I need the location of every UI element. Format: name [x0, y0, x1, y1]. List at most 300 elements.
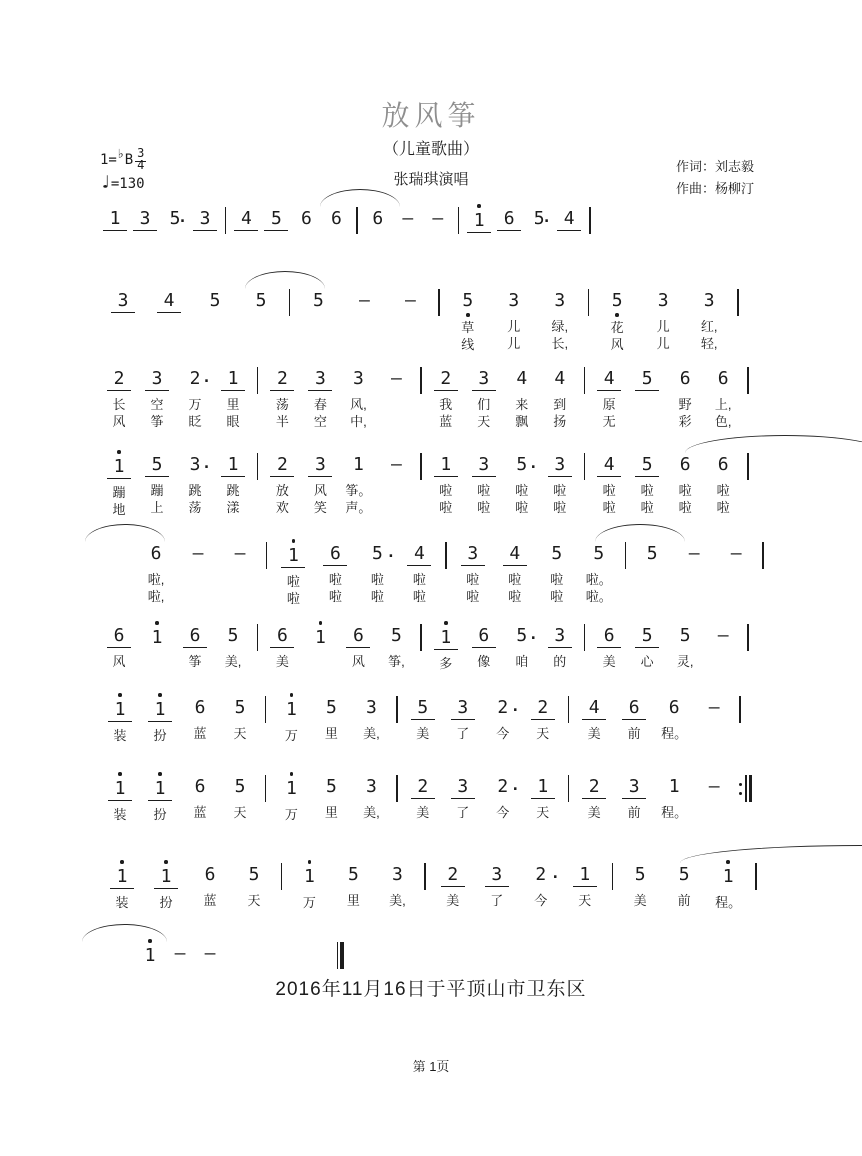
- lyric-line1: [715, 571, 757, 588]
- lyric-line1: 天: [233, 805, 247, 820]
- note-row: [704, 368, 742, 390]
- lyric-line1: 儿: [507, 319, 521, 334]
- lyric-line2: 啦: [439, 500, 453, 515]
- measure: [263, 619, 415, 672]
- note-digit: 1: [531, 776, 555, 799]
- note-digit: 5: [227, 625, 239, 646]
- note: [403, 691, 443, 742]
- note: [640, 284, 686, 353]
- note-digit: 1: [103, 208, 127, 231]
- slur-arc: [320, 189, 400, 207]
- note: [311, 691, 351, 744]
- lyric-line1: 长: [112, 397, 126, 412]
- lyric-line1: 今: [496, 805, 510, 820]
- note: [339, 362, 377, 430]
- rest-dash: [694, 770, 734, 821]
- lyric-line1: 到: [553, 397, 567, 412]
- lyric-line2: 啦: [515, 500, 529, 515]
- note-digit: 3: [133, 208, 157, 231]
- note-digit: 5: [145, 454, 169, 477]
- note-digit: 1: [467, 210, 491, 233]
- lyric-line1: 装: [113, 728, 127, 743]
- octave-dot-below: [363, 230, 393, 236]
- note-digit: 5: [462, 290, 474, 311]
- note-row: [574, 776, 614, 798]
- note: [654, 691, 694, 742]
- lyric-line1: 程。: [715, 895, 742, 910]
- lyric-line2: 漾: [226, 500, 240, 515]
- lyric-line1: 前: [627, 805, 641, 820]
- note-row: [694, 776, 734, 798]
- note-digit: 6: [204, 864, 216, 885]
- lyric-line1: 里: [346, 893, 360, 908]
- note-row: [541, 625, 579, 647]
- lyric-line2: 中,: [350, 414, 367, 429]
- measure: [100, 770, 260, 823]
- slur-arc: [245, 271, 325, 289]
- note: [146, 284, 192, 352]
- note-row: [706, 866, 750, 888]
- note-row: [339, 454, 377, 476]
- note: [138, 619, 176, 672]
- note-digit: 5: [234, 776, 246, 797]
- note-digit: 6: [679, 454, 691, 475]
- lyric-line1: 风: [112, 654, 126, 669]
- measure: [452, 537, 620, 605]
- lyric-line1: 万: [284, 728, 298, 743]
- note-row: [393, 208, 423, 230]
- note-digit: 1: [108, 778, 132, 801]
- lyric-line1: 啦: [328, 572, 342, 587]
- lyric-line1: 风: [351, 654, 365, 669]
- note: [443, 691, 483, 742]
- note-row: [287, 866, 331, 888]
- note: [443, 770, 483, 821]
- note-row: [180, 776, 220, 798]
- note-digit: –: [390, 368, 402, 389]
- note-digit: –: [717, 625, 729, 646]
- barline: [257, 624, 258, 651]
- note-digit: 3: [461, 543, 485, 566]
- note-row: [190, 208, 220, 230]
- note: [618, 858, 662, 911]
- note: [135, 537, 177, 605]
- note: [356, 537, 398, 607]
- measure: [271, 770, 391, 823]
- note: [541, 448, 579, 516]
- tempo-marking: [100, 174, 146, 193]
- note-row: [232, 864, 276, 886]
- note-digit: 3: [622, 776, 646, 799]
- measure: [464, 202, 584, 238]
- note: [431, 858, 475, 909]
- lyric-line1: [631, 571, 673, 588]
- note-digit: 3: [365, 776, 377, 797]
- augmentation-dot: ·: [550, 868, 560, 886]
- note-row: [177, 543, 219, 565]
- note-row: [427, 454, 465, 476]
- augmentation-dot: ·: [386, 547, 396, 565]
- lyric-line2: [628, 413, 666, 430]
- note: [220, 691, 260, 744]
- note-digit: 5: [347, 864, 359, 885]
- note-digit: 5: [325, 697, 337, 718]
- note-digit: 5: [264, 208, 288, 231]
- note-row: [363, 208, 393, 230]
- note-row: [537, 290, 583, 312]
- note: [427, 362, 465, 430]
- note: [590, 448, 628, 516]
- note: [314, 537, 356, 607]
- lyric-line2: 啦: [286, 591, 300, 606]
- lyric-line2: 啦: [716, 500, 730, 515]
- lyric-line2: [295, 335, 341, 352]
- note-digit: 5: [209, 290, 221, 311]
- meter-denominator: 4: [137, 158, 145, 172]
- barline: [420, 453, 421, 480]
- note-digit: 1: [154, 866, 178, 889]
- music-line: [130, 537, 785, 607]
- note-digit: –: [204, 943, 216, 964]
- note-digit: 1: [148, 699, 172, 722]
- note: [578, 537, 620, 605]
- barline: [257, 367, 258, 394]
- lyric-line1: 天: [578, 893, 592, 908]
- measure: [100, 858, 276, 911]
- note-row: [214, 454, 252, 476]
- note-digit: 3: [472, 368, 496, 391]
- note: [100, 619, 138, 672]
- note: [403, 770, 443, 821]
- note-digit: 4: [582, 697, 606, 720]
- note: [706, 858, 750, 911]
- note-digit: 3: [145, 368, 169, 391]
- lyric-line1: 蓝: [193, 726, 207, 741]
- note-row: [541, 454, 579, 476]
- note: [100, 362, 138, 430]
- note: [494, 202, 524, 238]
- barline: [356, 207, 357, 234]
- note-digit: 3: [193, 208, 217, 231]
- note-digit: 3: [365, 697, 377, 718]
- measure: [590, 448, 742, 516]
- lyric-line2: 啦。: [585, 589, 612, 604]
- measure: [100, 284, 284, 352]
- rest-dash: [694, 691, 734, 742]
- music-line: [95, 619, 785, 672]
- lyric-line1: 蹦: [112, 485, 126, 500]
- measure: [427, 448, 579, 516]
- music-line: [95, 448, 785, 518]
- note-row: [654, 776, 694, 798]
- barline: [747, 453, 748, 480]
- rest-dash: [715, 537, 757, 605]
- measure: [100, 691, 260, 744]
- note: [339, 619, 377, 672]
- barline: [755, 863, 756, 890]
- lyric-line1: 上,: [714, 397, 732, 412]
- barline: [458, 207, 459, 234]
- note-row: [301, 627, 339, 649]
- lyric-line1: 空: [150, 397, 164, 412]
- note-row: [271, 699, 311, 721]
- measure: [263, 448, 415, 516]
- note: [628, 362, 666, 430]
- note-digit: 4: [503, 543, 527, 566]
- note-digit: 3: [472, 454, 496, 477]
- lyric-line1: 程。: [661, 805, 688, 820]
- note-row: [503, 454, 541, 476]
- measure: [590, 619, 742, 670]
- note-digit: 2: [189, 368, 201, 389]
- note: [271, 691, 311, 744]
- note-digit: 6: [717, 454, 729, 475]
- lyric-line2: [377, 413, 415, 430]
- note-row: [301, 454, 339, 476]
- note-row: [503, 368, 541, 390]
- lyric-line1: 啦: [716, 483, 730, 498]
- lyric-line1: 扮: [153, 728, 167, 743]
- barline: [257, 453, 258, 480]
- note: [100, 448, 138, 518]
- note-row: [138, 454, 176, 476]
- note-row: [351, 776, 391, 798]
- note-row: [176, 454, 214, 476]
- note-row: [263, 625, 301, 647]
- rest-dash: [393, 202, 423, 236]
- octave-dot-below: [423, 230, 453, 236]
- note: [160, 202, 190, 236]
- measure: [631, 537, 757, 605]
- note-row: [427, 368, 465, 390]
- lyric-line2: 啦: [508, 589, 522, 604]
- note: [536, 537, 578, 605]
- lyric-line1: 像: [477, 654, 491, 669]
- note-row: [138, 627, 176, 649]
- measure: [295, 284, 433, 352]
- augmentation-dot: ·: [528, 458, 538, 476]
- lyric-line2: 儿: [656, 336, 670, 351]
- page-number: 第 1页: [412, 1059, 450, 1074]
- note-digit: 3: [352, 368, 364, 389]
- note-row: [628, 454, 666, 476]
- lyric-line2: [219, 588, 261, 605]
- note-digit: 6: [300, 208, 312, 229]
- augmentation-dot: ·: [528, 629, 538, 647]
- lyric-line1: 里: [226, 397, 240, 412]
- note-row: [494, 543, 536, 565]
- note-digit: 1: [110, 866, 134, 889]
- note-digit: 1: [303, 866, 315, 887]
- measure: [135, 937, 225, 973]
- lyric-line1: 春: [313, 397, 327, 412]
- barline: [225, 207, 226, 234]
- note-row: [220, 776, 260, 798]
- lyric-line1: 荡: [275, 397, 289, 412]
- lyric-line1: [295, 318, 341, 335]
- note-row: [231, 208, 261, 230]
- lyric-line2: 啦: [602, 500, 616, 515]
- note: [130, 202, 160, 236]
- note: [465, 362, 503, 430]
- lyric-line1: 啦: [550, 572, 564, 587]
- lyric-line1: 啦。: [585, 572, 612, 587]
- note-digit: –: [192, 543, 204, 564]
- lyric-line2: 啦,: [147, 589, 165, 604]
- note: [287, 858, 331, 911]
- note-row: [271, 778, 311, 800]
- barline: [265, 775, 266, 802]
- lyric-line2: 眨: [188, 414, 202, 429]
- lyric-line1: 啦: [553, 483, 567, 498]
- note-digit: –: [688, 543, 700, 564]
- note-row: [135, 945, 165, 967]
- note: [398, 537, 440, 607]
- rest-dash: [377, 362, 415, 430]
- lyric-line1: 蹦: [150, 483, 164, 498]
- note-row: [590, 454, 628, 476]
- lyric-line2: 啦: [466, 589, 480, 604]
- measure: [287, 858, 419, 911]
- key-signature: [100, 148, 146, 171]
- thin-bar: [745, 775, 746, 802]
- note-row: [523, 776, 563, 798]
- note: [590, 362, 628, 430]
- note: [263, 619, 301, 672]
- lyric-line2: 飘: [515, 414, 529, 429]
- meter-numerator: 3: [137, 146, 145, 160]
- note-row: [339, 625, 377, 647]
- barline: [424, 863, 425, 890]
- note-row: [339, 368, 377, 390]
- note: [231, 202, 261, 236]
- lyric-line1: 啦: [678, 483, 692, 498]
- note: [465, 448, 503, 516]
- note-row: [465, 454, 503, 476]
- lyric-line1: 美: [416, 805, 430, 820]
- note-row: [475, 864, 519, 886]
- note-row: [594, 290, 640, 312]
- note-row: [263, 454, 301, 476]
- note-digit: 1: [148, 778, 172, 801]
- measure: [135, 537, 261, 605]
- lyric-line1: 跳: [188, 483, 202, 498]
- note: [654, 770, 694, 821]
- lyric-line2: [715, 588, 757, 605]
- note-row: [160, 208, 190, 230]
- note-digit: –: [432, 208, 444, 229]
- note: [188, 858, 232, 911]
- lyric-line1: 灵,: [676, 654, 694, 669]
- lyric-line1: 我: [439, 397, 453, 412]
- note: [144, 858, 188, 911]
- note: [427, 619, 465, 672]
- lyric-line2: 长,: [551, 336, 569, 351]
- lyric-line1: 里: [324, 726, 338, 741]
- lyric-line1: [694, 725, 734, 742]
- note-row: [100, 290, 146, 312]
- note-digit: –: [404, 290, 416, 311]
- barline: [445, 542, 446, 569]
- slur-arc: [82, 924, 167, 942]
- lyric-line2: 啦: [477, 500, 491, 515]
- note-digit: 3: [451, 776, 475, 799]
- lyric-line2: 扬: [553, 414, 567, 429]
- note-row: [195, 943, 225, 965]
- octave-dot-below: [291, 230, 321, 236]
- note-row: [673, 543, 715, 565]
- music-line: [95, 202, 785, 238]
- note-row: [503, 625, 541, 647]
- note-row: [100, 368, 138, 390]
- note-digit: 4: [597, 368, 621, 391]
- note-digit: 5: [679, 625, 691, 646]
- rest-dash: [195, 937, 225, 973]
- music-line: [95, 284, 785, 353]
- note-digit: 1: [314, 627, 326, 648]
- note: [686, 284, 732, 353]
- note-row: [100, 699, 140, 721]
- lyric-line2: [377, 499, 415, 516]
- score-body: [95, 202, 785, 973]
- note-digit: 5: [390, 625, 402, 646]
- lyric-line1: 了: [456, 726, 470, 741]
- note: [100, 691, 140, 744]
- lyric-line2: 半: [275, 414, 289, 429]
- note-digit: 1: [281, 545, 305, 568]
- measure: [427, 362, 579, 430]
- note-digit: –: [174, 943, 186, 964]
- lyric-line2: 荡: [188, 500, 202, 515]
- music-line: [95, 770, 785, 823]
- note: [351, 691, 391, 744]
- lyric-line1: [238, 318, 284, 335]
- note-row: [523, 697, 563, 719]
- lyric-line2: 笑: [313, 500, 327, 515]
- lyric-line1: [301, 655, 339, 672]
- note-row: [100, 778, 140, 800]
- note-digit: 6: [270, 625, 294, 648]
- measure: [271, 691, 391, 744]
- augmentation-dot: ·: [542, 212, 552, 230]
- note-row: [443, 776, 483, 798]
- repeat-barline: [739, 775, 752, 802]
- note-digit: –: [708, 776, 720, 797]
- lyric-line2: 啦: [370, 589, 384, 604]
- note-row: [536, 543, 578, 565]
- rest-dash: [387, 284, 433, 352]
- note-digit: 2: [531, 697, 555, 720]
- note-row: [140, 699, 180, 721]
- note-row: [100, 456, 138, 478]
- note-row: [135, 543, 177, 565]
- octave-dot-below: [393, 230, 423, 236]
- lyric-line1: [673, 571, 715, 588]
- lyric-line1: 筝: [188, 654, 202, 669]
- note: [311, 770, 351, 823]
- lyric-line2: [238, 335, 284, 352]
- note-row: [524, 208, 554, 230]
- octave-dot-below: [135, 967, 165, 973]
- note-row: [138, 368, 176, 390]
- note: [180, 770, 220, 823]
- note: [594, 284, 640, 353]
- note-row: [464, 210, 494, 232]
- note: [176, 448, 214, 518]
- tempo-value: =130: [110, 176, 145, 192]
- lyric-line1: 了: [456, 805, 470, 820]
- lyric-line1: 啦: [412, 572, 426, 587]
